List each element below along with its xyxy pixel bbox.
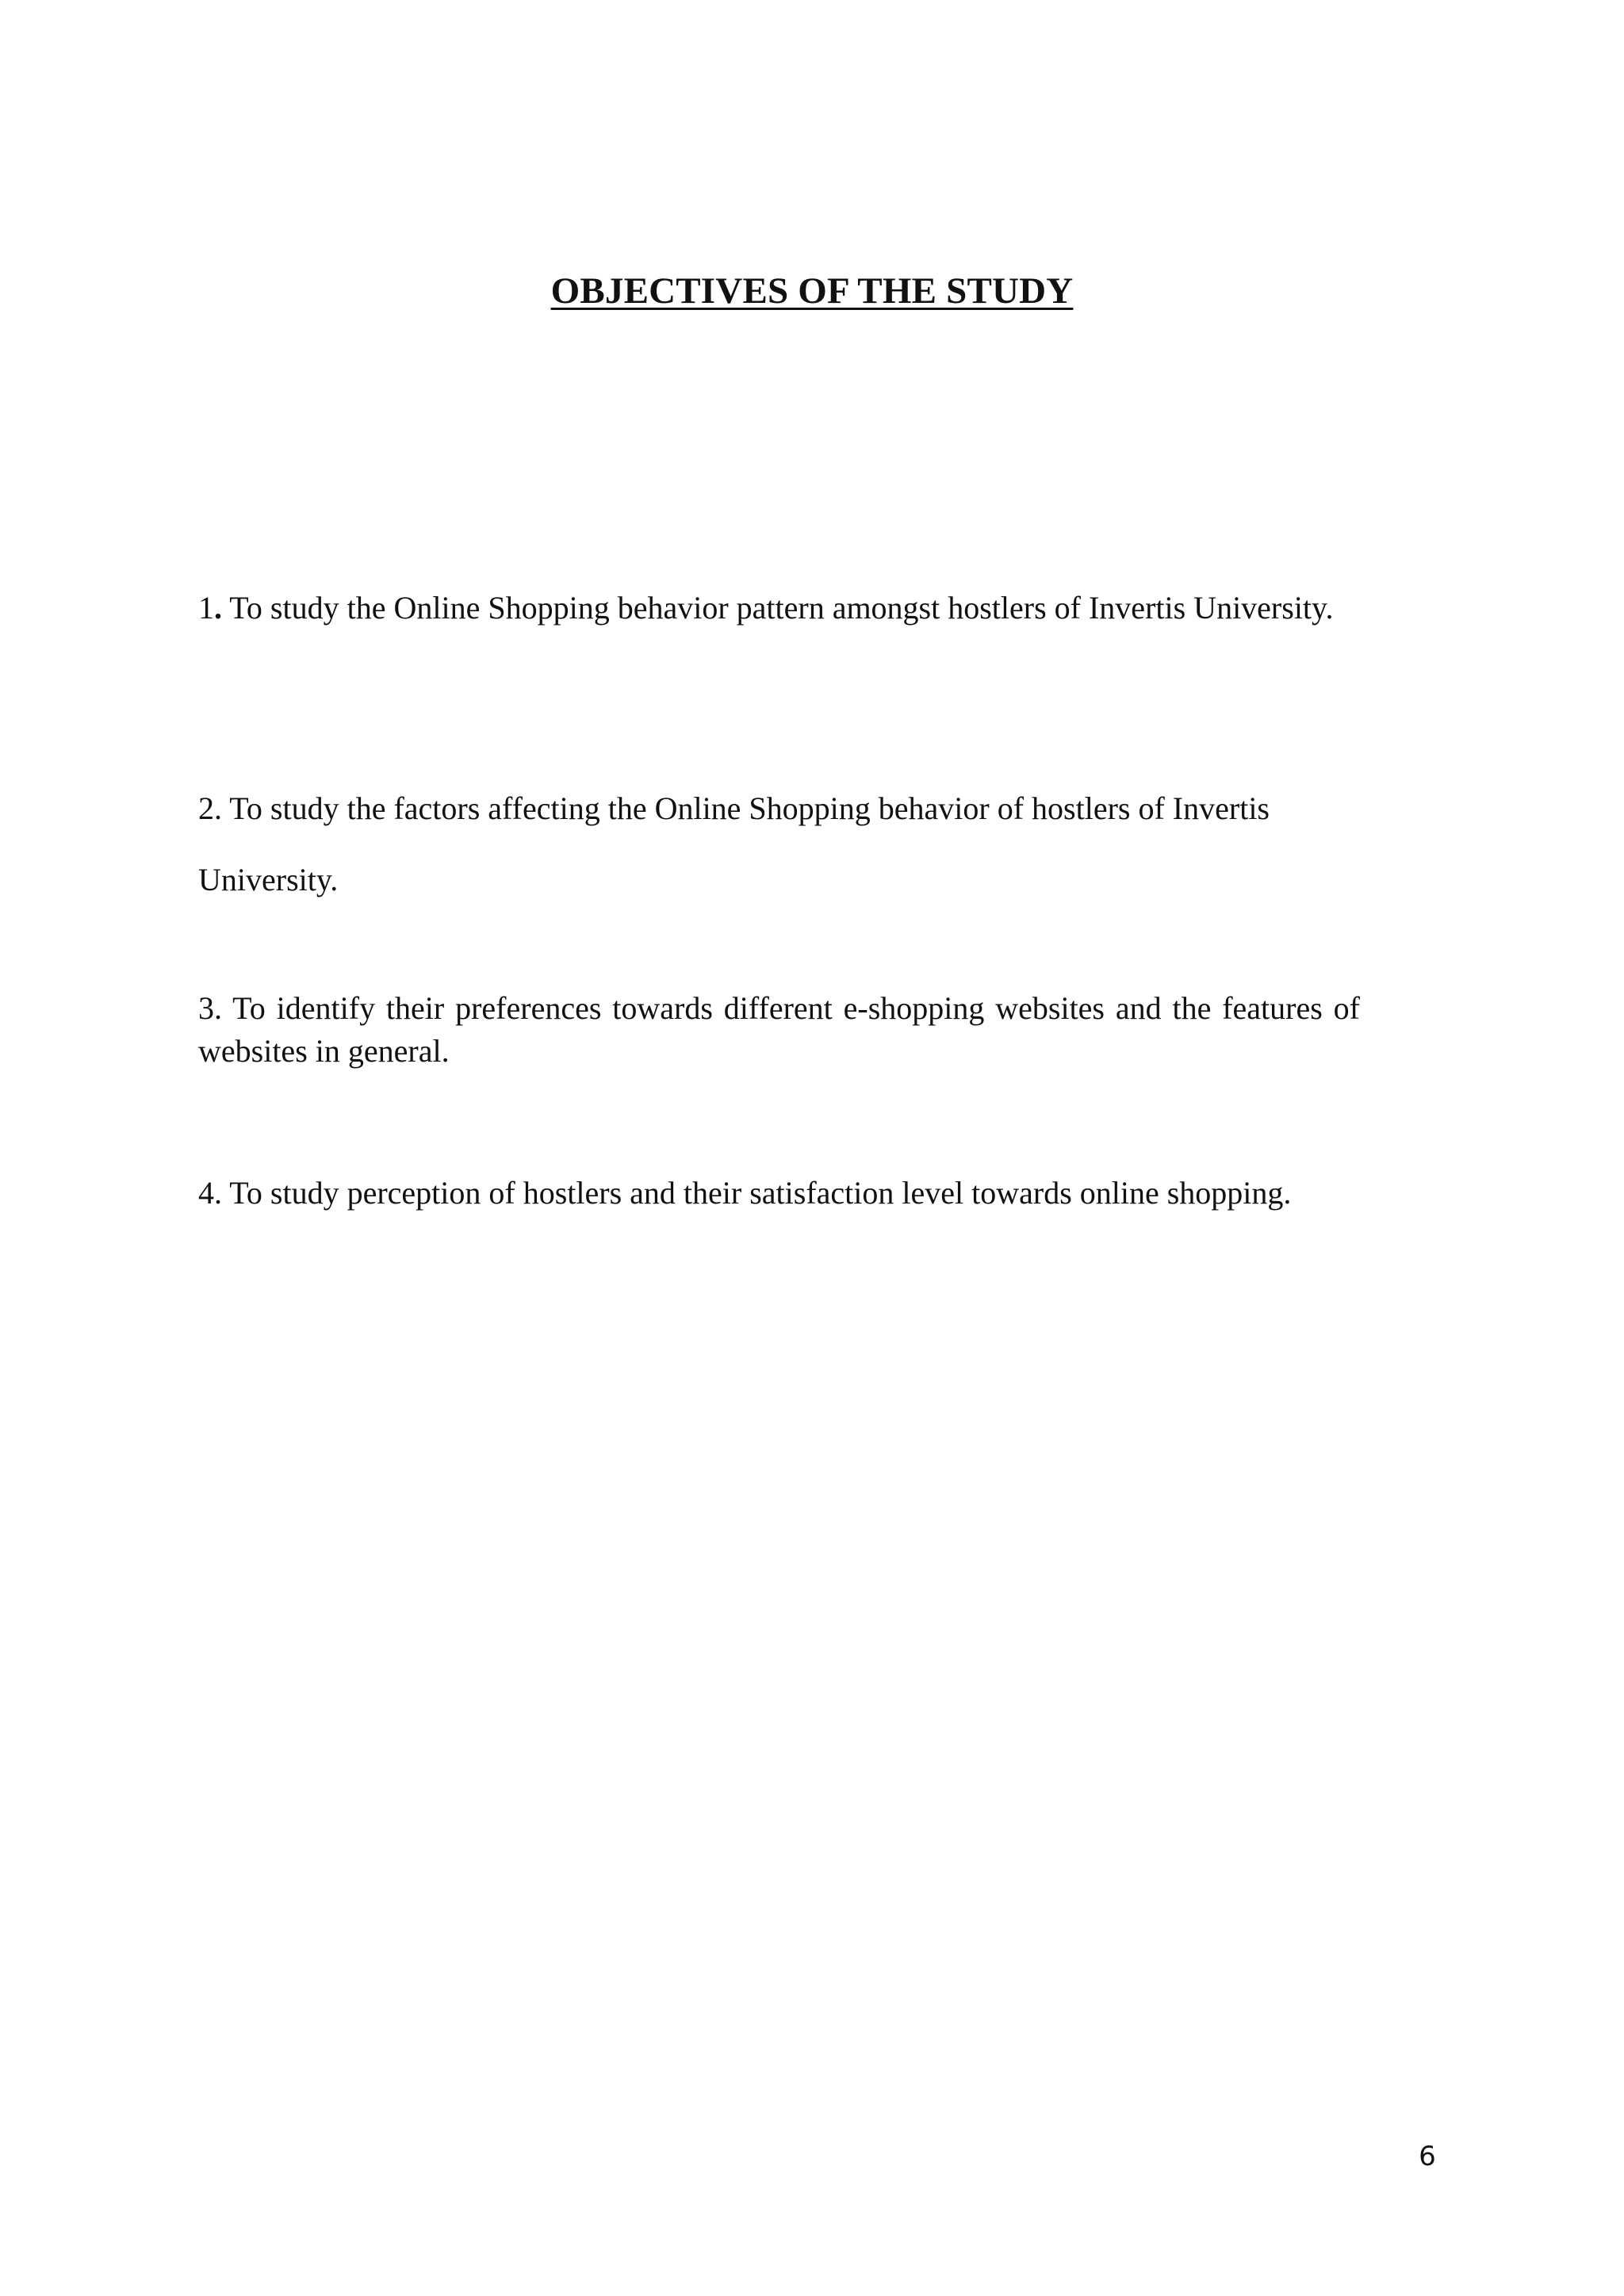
objective-text: To study the Online Shopping behavior pattern amongst hostlers of Invertis University. [222, 590, 1334, 626]
objective-text: To identify their preferences towards different e-shopping websites and the features of websites in general. [198, 990, 1360, 1069]
objective-item-4 [198, 1172, 1360, 1215]
objective-number: 4. [198, 1175, 222, 1211]
page-number: 6 [1419, 2141, 1436, 2172]
objective-text: To study perception of hostlers and their satisfaction level towards online shopping. [222, 1175, 1292, 1211]
objective-text: To study the factors affecting the Online Shopping behavior of hostlers of Invertis University. [198, 790, 1270, 897]
objective-number: 3. [198, 990, 222, 1026]
objective-number: 2. [198, 790, 222, 826]
page-title: OBJECTIVES OF THE STUDY [550, 270, 1074, 312]
objective-item-3 [198, 987, 1360, 1073]
objective-number: 1. [198, 590, 222, 626]
objective-item-2 [198, 773, 1360, 916]
objective-item-1 [198, 587, 1360, 629]
